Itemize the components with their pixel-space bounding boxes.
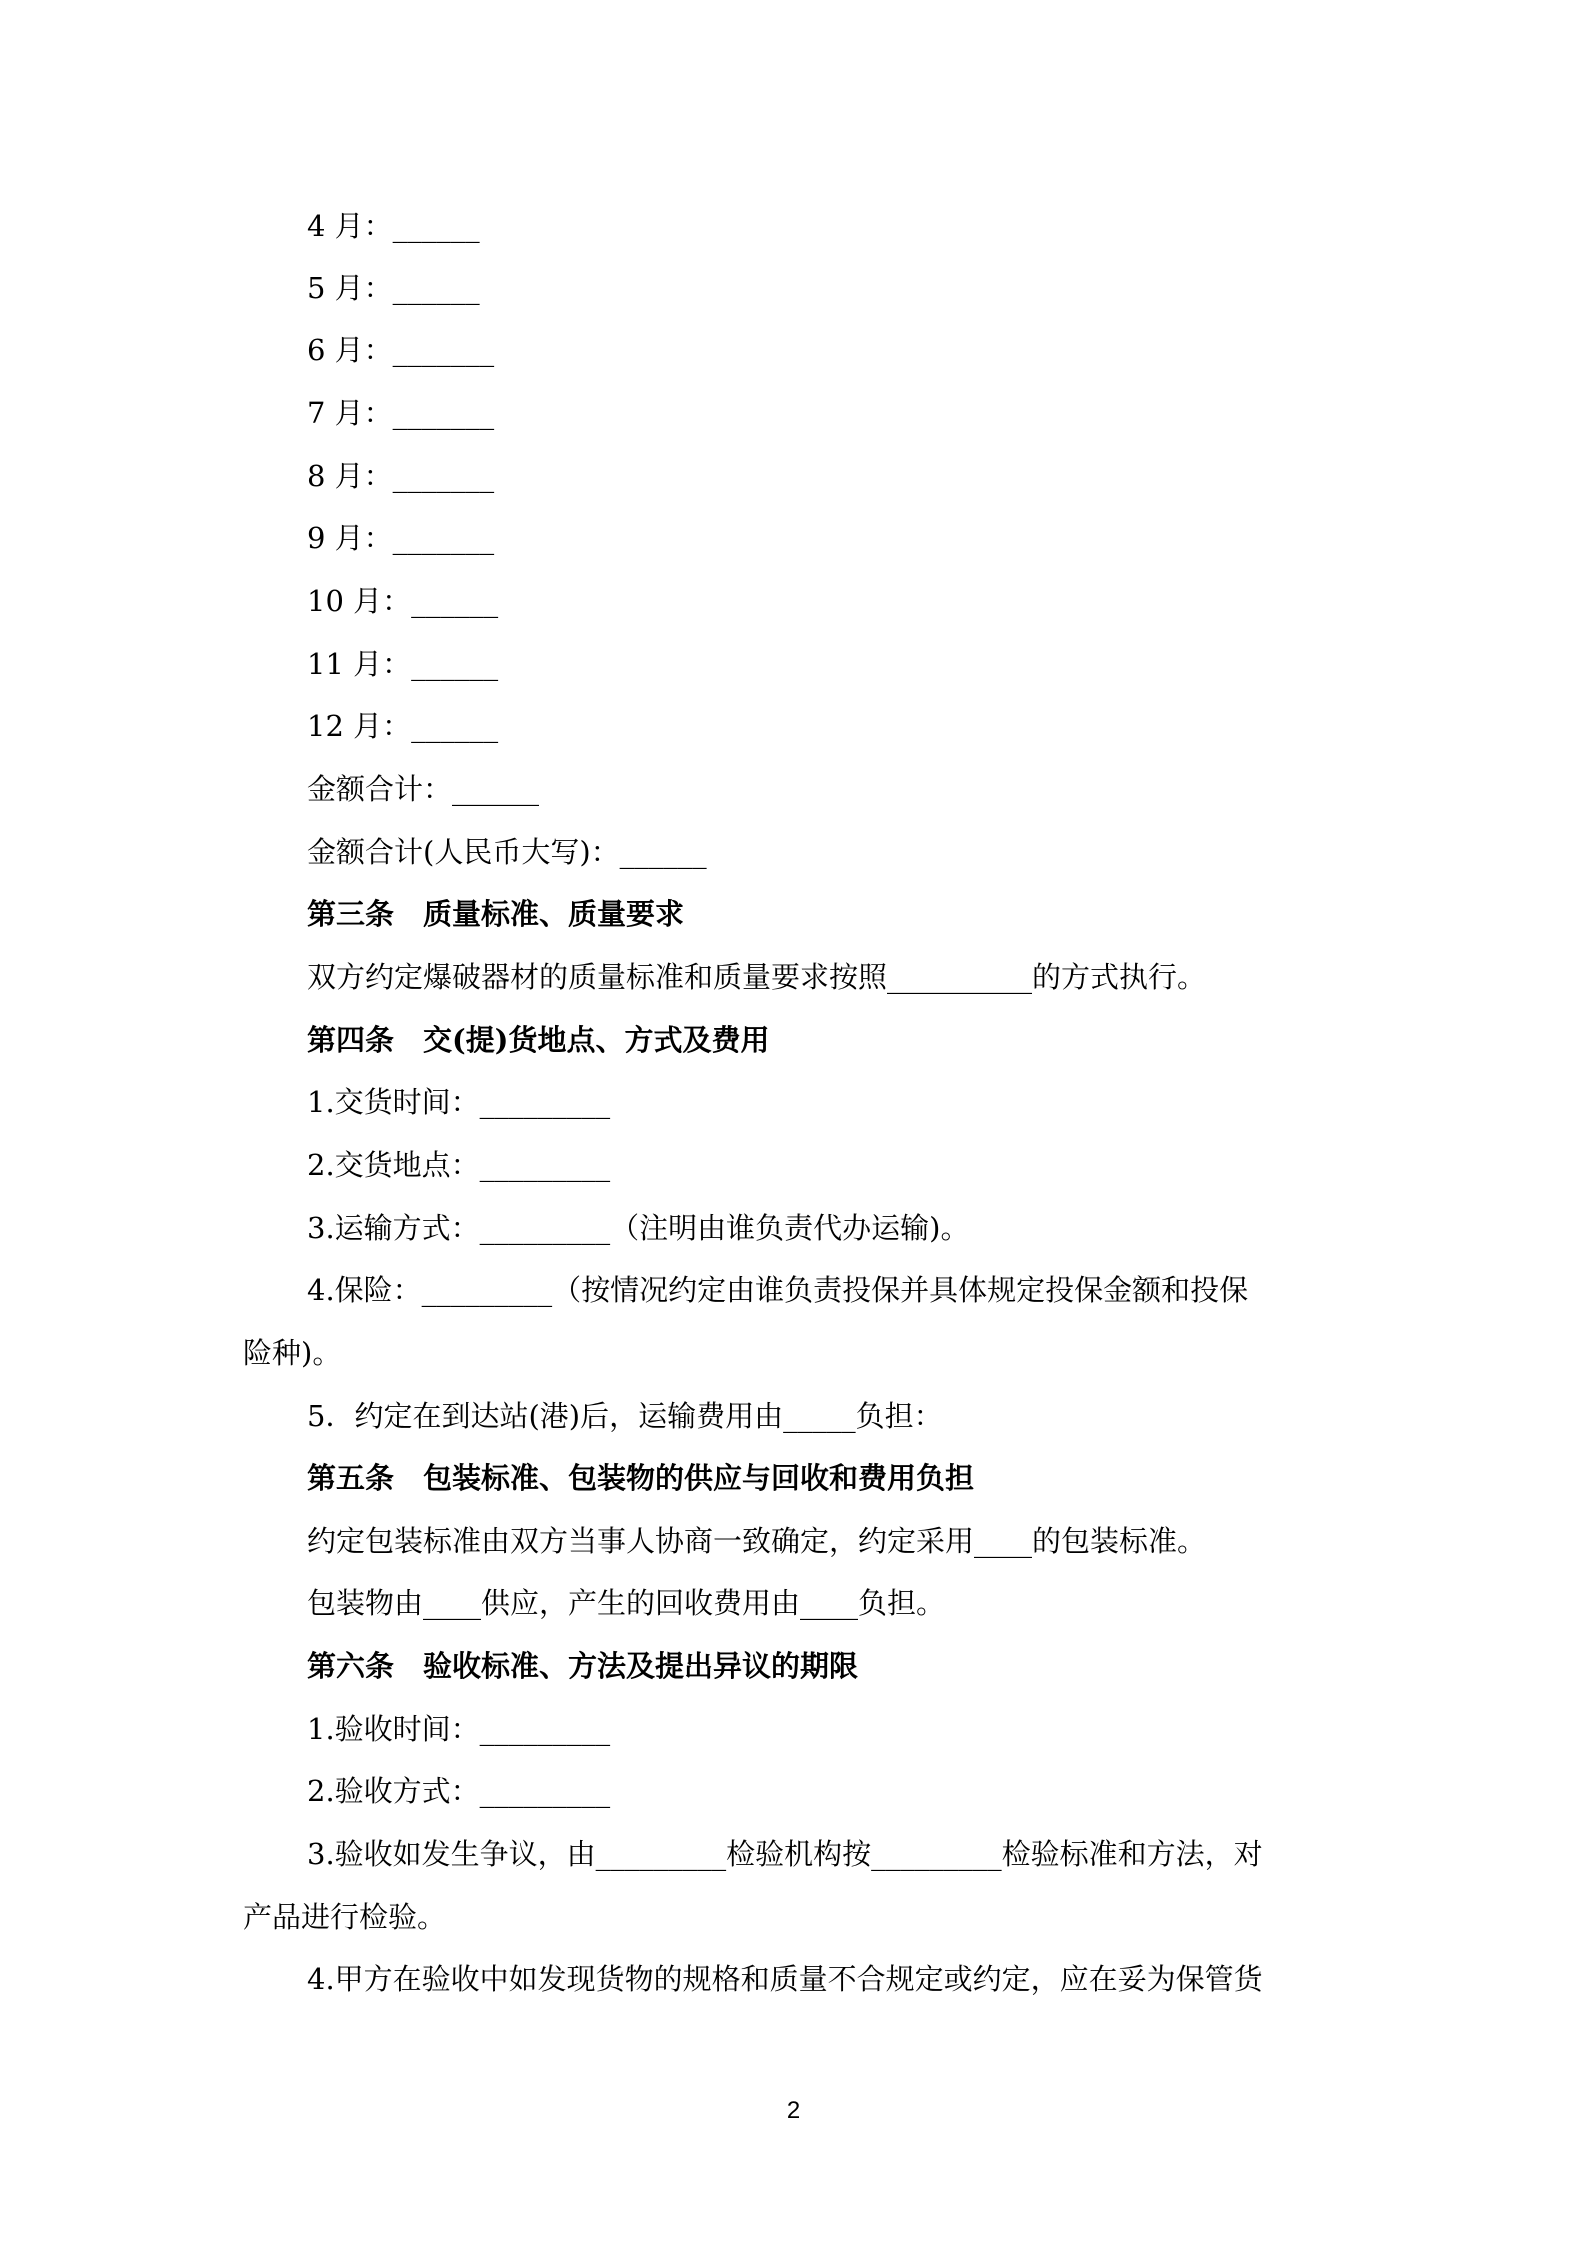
article-4-heading: 第四条 交(提)货地点、方式及费用 <box>307 1023 770 1057</box>
insurance-line-continued: 险种)。 <box>243 1336 342 1370</box>
month-12-line: 12 月：______ <box>307 709 499 743</box>
month-11-line: 11 月：______ <box>307 647 499 681</box>
packaging-standard-line: 约定包装标准由双方当事人协商一致确定，约定采用____的包装标准。 <box>307 1524 1207 1558</box>
inspection-dispute-line-continued: 产品进行检验。 <box>243 1900 447 1934</box>
delivery-place-line: 2.交货地点：_________ <box>307 1148 611 1182</box>
month-10-line: 10 月：______ <box>307 584 499 618</box>
nonconformity-line: 4.甲方在验收中如发现货物的规格和质量不合规定或约定，应在妥为保管货 <box>307 1962 1263 1996</box>
page-number: 2 <box>786 2097 801 2124</box>
article-6-heading: 第六条 验收标准、方法及提出异议的期限 <box>307 1649 859 1683</box>
article-3-heading: 第三条 质量标准、质量要求 <box>307 897 685 931</box>
freight-cost-line: 5．约定在到达站(港)后，运输费用由_____负担： <box>307 1399 943 1433</box>
month-8-line: 8 月：_______ <box>307 459 495 493</box>
month-6-line: 6 月：_______ <box>307 333 495 367</box>
month-9-line: 9 月：_______ <box>307 521 495 555</box>
article-5-heading: 第五条 包装标准、包装物的供应与回收和费用负担 <box>307 1461 975 1495</box>
amount-total-line: 金额合计：______ <box>307 772 540 806</box>
delivery-time-line: 1.交货时间：_________ <box>307 1085 611 1119</box>
amount-total-rmb-line: 金额合计(人民币大写)：______ <box>307 835 707 869</box>
packaging-supply-line: 包装物由____供应，产生的回收费用由____负担。 <box>307 1586 946 1620</box>
transport-method-line: 3.运输方式：_________（注明由谁负责代办运输)。 <box>307 1211 970 1245</box>
inspection-dispute-line: 3.验收如发生争议，由_________检验机构按_________检验标准和方法，对 <box>307 1837 1263 1871</box>
inspection-time-line: 1.验收时间：_________ <box>307 1712 611 1746</box>
insurance-line: 4.保险：_________（按情况约定由谁负责投保并具体规定投保金额和投保 <box>307 1273 1249 1307</box>
inspection-method-line: 2.验收方式：_________ <box>307 1774 611 1808</box>
month-4-line: 4 月：______ <box>307 209 480 243</box>
month-5-line: 5 月：______ <box>307 271 480 305</box>
article-3-paragraph: 双方约定爆破器材的质量标准和质量要求按照__________的方式执行。 <box>307 960 1207 994</box>
month-7-line: 7 月：_______ <box>307 396 495 430</box>
